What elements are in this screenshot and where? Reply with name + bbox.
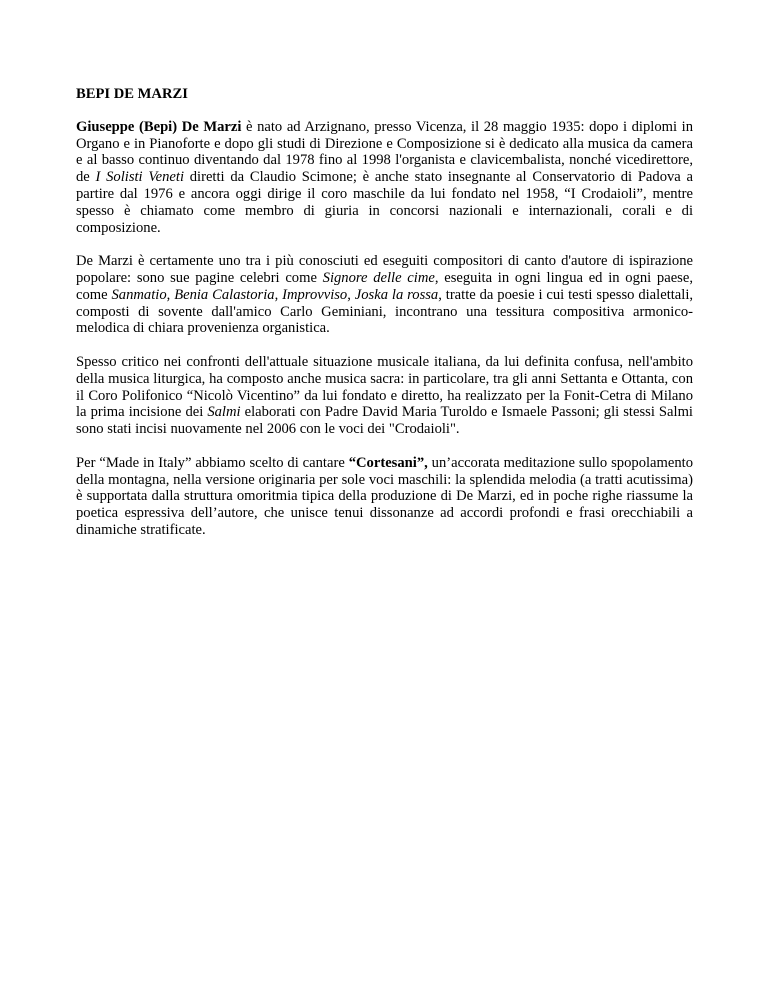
paragraph-text: , — [274, 286, 283, 303]
italic-title: Sanmatio — [111, 286, 167, 303]
composer-name: Giuseppe (Bepi) De Marzi — [76, 118, 242, 135]
paragraph-text: De Marzi è certamente uno tra i più conosciuti ed eseguiti compositori di canto d'autore di ispirazione popolare: sono sue pagine celebri come — [76, 253, 693, 286]
bold-title: “Cortesani”, — [348, 454, 428, 471]
italic-title: I Solisti Veneti — [95, 169, 184, 186]
paragraph-text: , — [166, 286, 175, 303]
paragraph-text: un’accorata meditazione sullo spopolamento della montagna, nella versione originaria per sole voci maschili: la splendida melodia (a tratti acutissima) è supportata dalla struttura omoritmia tipica della produzione di De Marzi, ed in poche righe riassume la poetica espressiva dell’autore, che unisce tenui dissonanze ad accordi profondi e frasi orecchiabili a dinamiche stratificate. — [76, 454, 693, 538]
italic-title: Benia Calastoria — [174, 286, 275, 303]
paragraph-text: , — [347, 286, 355, 303]
paragraph-biography — [76, 119, 693, 237]
paragraph-text: , tratte da poesie i cui testi spesso dialettali, composti di sovente dall'amico Carlo Geminiani, incontrano una tessitura compositiva armonico-melodica di chiara provenienza organistica. — [76, 286, 694, 337]
document-title: BEPI DE MARZI — [76, 86, 188, 102]
paragraph-cortesani — [76, 455, 693, 539]
paragraph-text: diretti da Claudio Scimone; è anche stato insegnante al Conservatorio di Padova a partire dal 1976 e ancora oggi dirige il coro maschile da lui fondato nel 1958, “I Crodaioli”, mentre spesso è chiamato come membro di giuria in concorsi nazionali e internazionali, corali e di composizione. — [76, 169, 693, 236]
paragraph-text: Spesso critico nei confronti dell'attuale situazione musicale italiana, da lui definita confusa, nell'ambito della musica liturgica, ha composto anche musica sacra: in particolare, tra gli anni Settanta e Ottanta, con il Coro Polifonico “Nicolò Vicentino” da lui fondato e diretto, ha realizzato per la Fonit-Cetra di Milano la prima incisione dei — [76, 353, 693, 421]
italic-title: Improvviso — [282, 286, 348, 303]
paragraph-text: elaborati con Padre David Maria Turoldo e Ismaele Passoni; gli stessi Salmi sono stati incisi nuovamente nel 2006 con le voci dei "Crodaioli". — [76, 404, 693, 438]
paragraph-text: , eseguita in ogni lingua ed in ogni paese, come — [76, 269, 693, 303]
paragraph-text: è nato ad Arzignano, presso Vicenza, il 28 maggio 1935: dopo i diplomi in Organo e in Pianoforte e dopo gli studi di Direzione e Composizione si è dedicato alla musica da camera e al basso continuo diventando dal 1978 fino al 1998 l'organista e clavicembalista, nonché vicedirettore, de — [76, 118, 693, 186]
paragraph-text: Per “Made in Italy” abbiamo scelto di cantare — [76, 454, 349, 471]
italic-title: Signore delle cime — [322, 269, 435, 286]
italic-title: Joska la rossa — [354, 286, 439, 303]
paragraph-sacred-music — [76, 354, 693, 438]
italic-title: Salmi — [207, 404, 241, 421]
document-page — [76, 86, 693, 556]
paragraph-works — [76, 253, 693, 337]
